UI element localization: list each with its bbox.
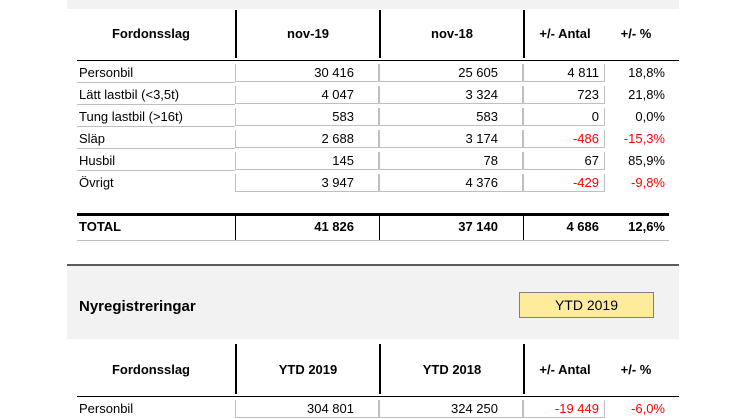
- value-current: 4 047: [321, 87, 354, 102]
- row-label: Personbil: [79, 401, 134, 416]
- col-header-pct: +/- %: [620, 26, 652, 41]
- header-divider: [235, 10, 237, 58]
- col-header-pct: +/- %: [620, 362, 652, 377]
- total-previous: 37 140: [458, 219, 498, 234]
- total-pct: 12,6%: [628, 219, 665, 234]
- period-selector[interactable]: YTD 2019: [519, 292, 654, 318]
- col-header-diff: +/- Antal: [539, 26, 591, 41]
- total-divider: [235, 216, 236, 240]
- col-header-current: YTD 2019: [278, 362, 338, 377]
- value-previous: 3 324: [465, 87, 498, 102]
- value-current: 583: [332, 109, 354, 124]
- value-current: 304 801: [307, 401, 354, 416]
- row-label: Släp: [79, 131, 106, 146]
- total-divider: [379, 216, 380, 240]
- value-pct: 21,8%: [628, 87, 665, 102]
- value-previous: 583: [476, 109, 498, 124]
- value-pct: 18,8%: [628, 65, 665, 80]
- row-rule: [77, 82, 235, 83]
- col-header-previous: YTD 2018: [422, 362, 482, 377]
- top-band: [67, 0, 679, 9]
- value-current: 145: [332, 153, 354, 168]
- value-pct: 85,9%: [628, 153, 665, 168]
- row-label: Övrigt: [79, 175, 114, 190]
- value-diff: -19 449: [554, 401, 599, 416]
- row-label: Tung lastbil (>16t): [79, 109, 183, 124]
- col-header-fordonsslag: Fordonsslag: [111, 26, 190, 41]
- total-bottom-rule: [77, 240, 669, 241]
- col-header-diff: +/- Antal: [539, 362, 591, 377]
- col-header-fordonsslag: Fordonsslag: [111, 362, 190, 377]
- value-pct: -9,8%: [631, 175, 665, 190]
- value-current: 3 947: [321, 175, 354, 190]
- header-divider: [523, 10, 525, 58]
- row-label: Lätt lastbil (<3,5t): [79, 87, 180, 102]
- header-divider: [379, 10, 381, 58]
- row-label: Husbil: [79, 153, 116, 168]
- value-previous: 25 605: [458, 65, 498, 80]
- total-current: 41 826: [314, 219, 354, 234]
- header-rule: [77, 396, 679, 397]
- value-diff: -486: [572, 131, 599, 146]
- section-title: Nyregistreringar: [79, 298, 196, 315]
- value-pct: -15,3%: [623, 131, 665, 146]
- value-current: 30 416: [314, 65, 354, 80]
- value-pct: -6,0%: [631, 401, 665, 416]
- value-diff: 4 811: [567, 65, 599, 80]
- value-diff: 0: [591, 109, 599, 124]
- value-previous: 3 174: [465, 131, 498, 146]
- header-rule: [77, 60, 679, 61]
- row-rule: [77, 170, 235, 171]
- value-previous: 324 250: [451, 401, 498, 416]
- row-rule: [77, 104, 235, 105]
- section-top-rule: [67, 264, 679, 266]
- value-previous: 78: [483, 153, 498, 168]
- row-label: Personbil: [79, 65, 134, 80]
- total-divider: [523, 216, 524, 240]
- value-pct: 0,0%: [635, 109, 665, 124]
- value-current: 2 688: [321, 131, 354, 146]
- value-previous: 4 376: [465, 175, 498, 190]
- total-rule: [77, 213, 669, 216]
- row-rule: [77, 148, 235, 149]
- row-rule: [77, 126, 235, 127]
- total-diff: 4 686: [566, 219, 599, 234]
- value-diff: 723: [577, 87, 599, 102]
- col-header-previous: nov-18: [431, 26, 473, 41]
- value-diff: -429: [572, 175, 599, 190]
- col-header-current: nov-19: [287, 26, 329, 41]
- value-diff: 67: [584, 153, 599, 168]
- total-label: TOTAL: [79, 219, 122, 234]
